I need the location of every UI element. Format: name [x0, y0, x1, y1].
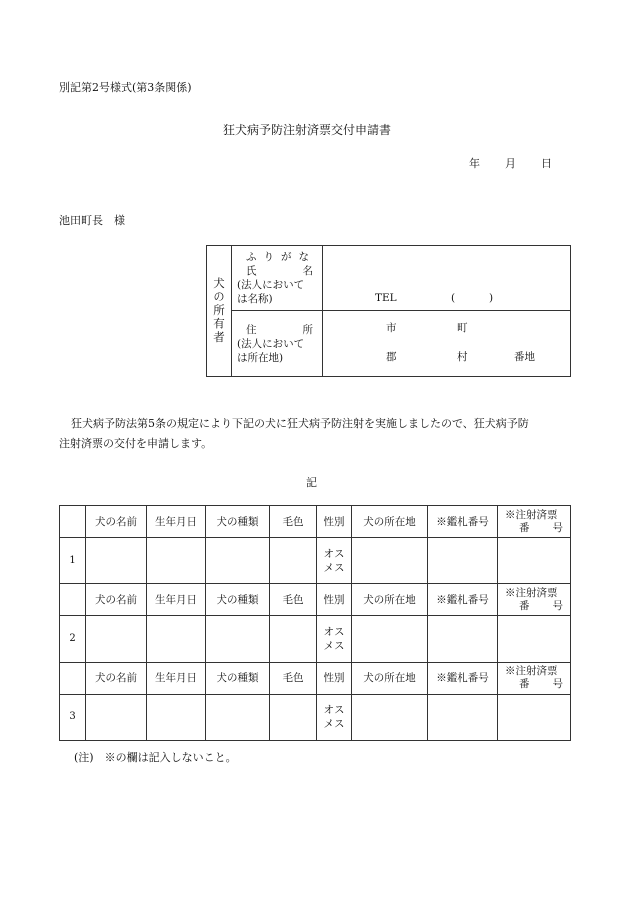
dog-data-row [60, 538, 571, 584]
injection-tag-number-field [498, 538, 571, 584]
ki-label: 記 [306, 476, 317, 489]
furigana-label: ふ り が な [246, 251, 309, 263]
sex-option-female[interactable]: メス [323, 718, 345, 731]
body-text-line1: 狂犬病予防法第5条の規定により下記の犬に狂犬病予防注射を実施しましたので、狂犬病予防 [71, 417, 529, 430]
dog-header-row [60, 662, 571, 694]
body-text-line2: 注射済票の交付を申請します。 [59, 437, 213, 450]
license-number-header: ※鑑札番号 [428, 584, 498, 616]
address-unit-banchi: 番地 [514, 351, 535, 363]
owner-info-table [206, 245, 571, 377]
row-number: 3 [60, 694, 86, 740]
sex-option-male[interactable]: オス [323, 626, 345, 639]
dog-name-header: 犬の名前 [86, 506, 147, 538]
birthdate-field[interactable] [147, 694, 206, 740]
birthdate-header: 生年月日 [147, 662, 206, 694]
corp-address-note-line1: (法人において [237, 337, 305, 350]
injection-tag-header: ※注射済票 番 号 [498, 584, 571, 616]
birthdate-field[interactable] [147, 616, 206, 662]
breed-header: 犬の種類 [206, 506, 270, 538]
license-number-field [428, 694, 498, 740]
coat-color-header: 毛色 [270, 662, 317, 694]
name-label: 氏 名 [246, 265, 313, 277]
tel-paren-open: ( [451, 292, 456, 304]
date-year-label: 年 [469, 157, 480, 170]
dog-name-header: 犬の名前 [86, 662, 147, 694]
sex-option-male[interactable]: オス [323, 547, 345, 560]
address-unit-gun: 郡 [386, 351, 397, 363]
injection-tag-header: ※注射済票 番 号 [498, 662, 571, 694]
coat-color-header: 毛色 [270, 506, 317, 538]
owner-section-cell [207, 246, 232, 377]
dog-data-row [60, 694, 571, 740]
injection-tag-number-field [498, 694, 571, 740]
birthdate-header: 生年月日 [147, 584, 206, 616]
document-title: 狂犬病予防注射済票交付申請書 [223, 123, 392, 137]
footnote: (注) ※の欄は記入しないこと。 [74, 751, 237, 764]
dog-data-row [60, 616, 571, 662]
license-number-field [428, 538, 498, 584]
owner-name-field[interactable] [323, 246, 571, 311]
address-unit-shi: 市 [386, 322, 397, 334]
sex-options[interactable] [317, 694, 352, 740]
row-number-header-cell [60, 584, 86, 616]
form-number: 別記第2号様式(第3条関係) [59, 81, 192, 94]
dog-location-header: 犬の所在地 [352, 584, 428, 616]
date-month-label: 月 [505, 157, 516, 170]
breed-field[interactable] [206, 616, 270, 662]
address-unit-cho: 町 [457, 322, 468, 334]
owner-section-label: 犬の所有者 [212, 277, 226, 345]
license-number-header: ※鑑札番号 [428, 662, 498, 694]
owner-address-field[interactable] [323, 311, 571, 377]
dog-name-header: 犬の名前 [86, 584, 147, 616]
addressee: 池田町長 様 [59, 214, 125, 227]
row-number-header-cell [60, 506, 86, 538]
birthdate-header: 生年月日 [147, 506, 206, 538]
sex-header: 性別 [317, 662, 352, 694]
sex-option-male[interactable]: オス [323, 704, 345, 717]
breed-field[interactable] [206, 538, 270, 584]
dog-location-field[interactable] [352, 694, 428, 740]
license-number-header: ※鑑札番号 [428, 506, 498, 538]
breed-header: 犬の種類 [206, 662, 270, 694]
row-number: 2 [60, 616, 86, 662]
owner-address-label-cell [232, 311, 323, 377]
dog-header-row [60, 584, 571, 616]
dog-location-field[interactable] [352, 538, 428, 584]
breed-field[interactable] [206, 694, 270, 740]
sex-header: 性別 [317, 506, 352, 538]
sex-option-female[interactable]: メス [323, 561, 345, 574]
dog-name-field[interactable] [86, 616, 147, 662]
date-day-label: 日 [541, 157, 552, 170]
sex-header: 性別 [317, 584, 352, 616]
breed-header: 犬の種類 [206, 584, 270, 616]
row-number: 1 [60, 538, 86, 584]
sex-options[interactable] [317, 616, 352, 662]
corp-name-note-line1: (法人において [237, 279, 305, 291]
tel-paren-close: ) [489, 292, 494, 304]
corp-name-note-line2: は名称) [237, 293, 273, 305]
sex-option-female[interactable]: メス [323, 640, 345, 653]
dog-header-row [60, 506, 571, 538]
address-label: 住 所 [246, 323, 313, 336]
coat-color-field[interactable] [270, 616, 317, 662]
dog-location-header: 犬の所在地 [352, 506, 428, 538]
dog-info-table [59, 505, 571, 741]
dog-location-header: 犬の所在地 [352, 662, 428, 694]
birthdate-field[interactable] [147, 538, 206, 584]
tel-label: TEL [375, 292, 397, 304]
address-unit-son: 村 [457, 351, 468, 363]
dog-name-field[interactable] [86, 538, 147, 584]
dog-location-field[interactable] [352, 616, 428, 662]
injection-tag-header: ※注射済票 番 号 [498, 506, 571, 538]
dog-name-field[interactable] [86, 694, 147, 740]
coat-color-field[interactable] [270, 538, 317, 584]
sex-options[interactable] [317, 538, 352, 584]
license-number-field [428, 616, 498, 662]
owner-name-label-cell [232, 246, 323, 311]
injection-tag-number-field [498, 616, 571, 662]
row-number-header-cell [60, 662, 86, 694]
coat-color-header: 毛色 [270, 584, 317, 616]
coat-color-field[interactable] [270, 694, 317, 740]
corp-address-note-line2: は所在地) [237, 351, 284, 364]
